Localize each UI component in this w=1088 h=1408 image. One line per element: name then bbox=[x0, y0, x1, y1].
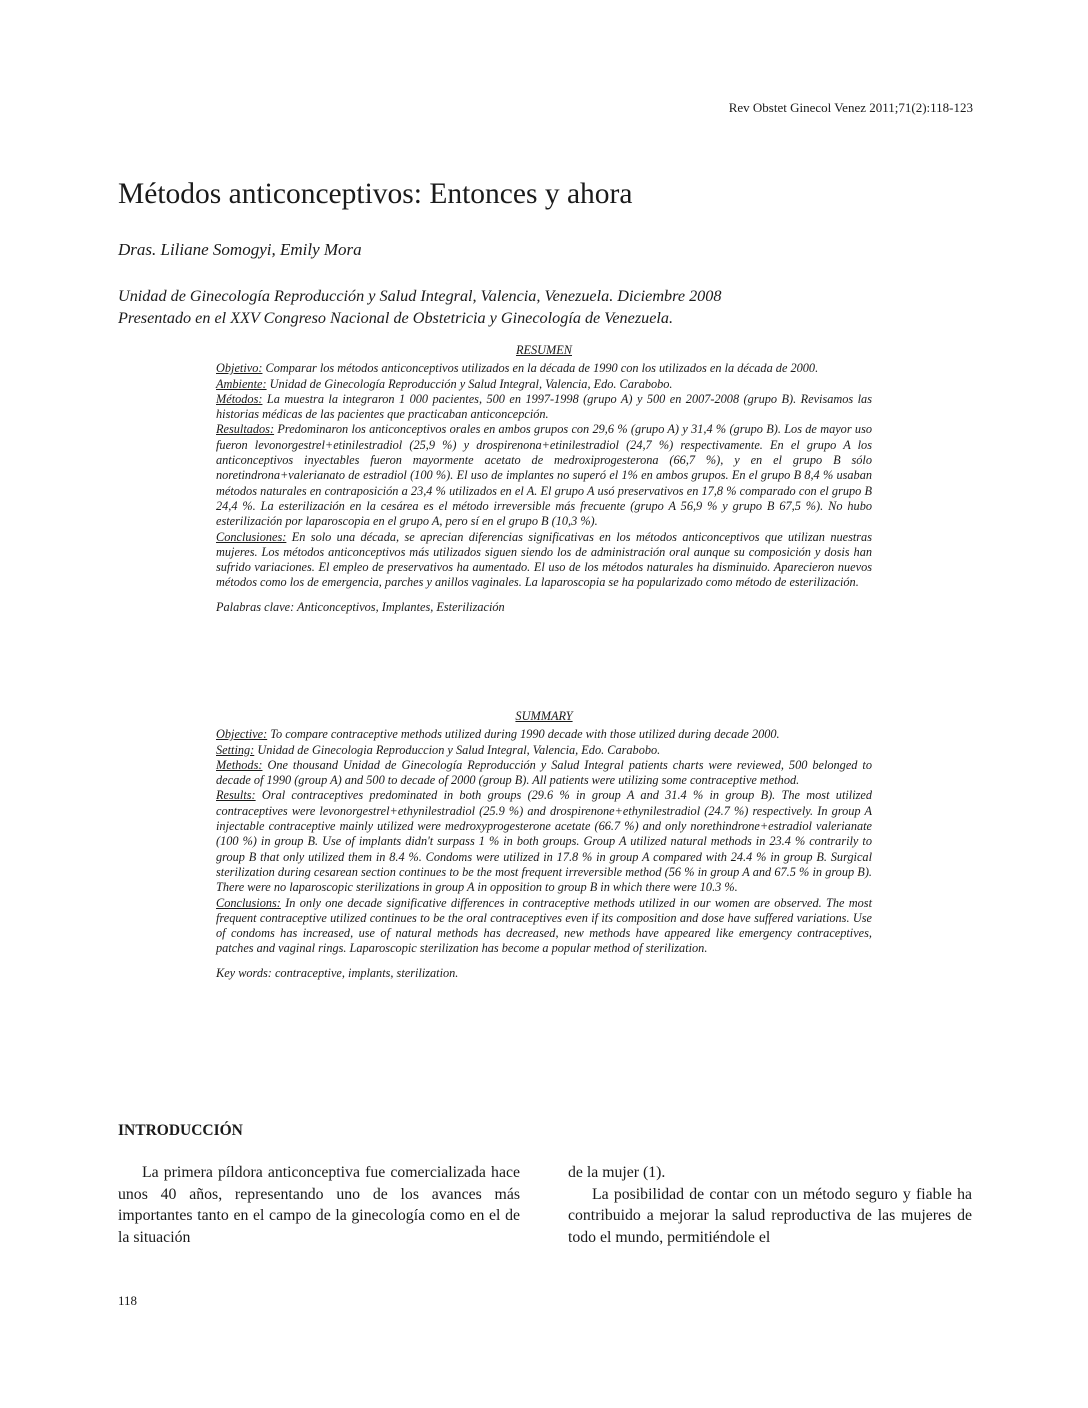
section-text: Unidad de Ginecologia Reproduccion y Salud Integral, Valencia, Edo. Carabobo. bbox=[254, 742, 661, 757]
summary-results bbox=[216, 788, 872, 895]
resumen-metodos bbox=[216, 392, 872, 423]
section-label: Ambiente: bbox=[216, 376, 267, 391]
section-text: Comparar los métodos anticonceptivos utilizados en la década de 1990 con los utilizados en la década de 2000. bbox=[262, 361, 819, 376]
affiliation-line: Unidad de Ginecología Reproducción y Salud Integral, Valencia, Venezuela. Diciembre 2008 bbox=[118, 287, 722, 305]
section-label: Objective: bbox=[216, 727, 268, 742]
authors: Dras. Liliane Somogyi, Emily Mora bbox=[118, 240, 362, 259]
resumen-objetivo bbox=[216, 361, 872, 376]
body-paragraph-continuation: de la mujer (1). bbox=[568, 1164, 666, 1181]
resumen-abstract bbox=[216, 343, 872, 615]
summary-objective bbox=[216, 727, 872, 742]
section-label: Setting: bbox=[216, 742, 255, 757]
summary-conclusions bbox=[216, 896, 872, 957]
section-text: Unidad de Ginecología Reproducción y Salud Integral, Valencia, Edo. Carabobo. bbox=[266, 376, 673, 391]
section-text: En solo una década, se aprecian diferencias significativas en los métodos anticonceptivos que utilizan nuestras mujeres. Los métodos anticonceptivos más utilizados siguen siendo los de administración oral aunque su composición y dosis han sufrido variaciones. El empleo de preservativos ha aumentado. El uso de los métodos naturales ha disminuido. Aparecieron nuevos métodos como los de emergencia, parches y anillos vaginales. La laparoscopia se ha popularizado como método de esterilización. bbox=[216, 529, 872, 590]
affiliation-line: Presentado en el XXV Congreso Nacional de Obstetricia y Ginecología de Venezuela. bbox=[118, 309, 674, 327]
resumen-heading: RESUMEN bbox=[515, 343, 572, 357]
resumen-keywords: Palabras clave: Anticonceptivos, Implantes, Esterilización bbox=[216, 599, 505, 614]
section-label: Methods: bbox=[216, 757, 263, 772]
page-number: 118 bbox=[118, 1293, 138, 1308]
section-text: To compare contraceptive methods utilized during 1990 decade with those utilized during decade 2000. bbox=[267, 727, 780, 742]
body-column-right bbox=[568, 1162, 972, 1248]
section-text: One thousand Unidad de Ginecología Reproducción y Salud Integral patients charts were reviewed, 500 belonged to decade of 1990 (group A) and 500 to decade of 2000 (group B). All patients were utilizing some contraceptive method. bbox=[216, 757, 872, 788]
section-label: Métodos: bbox=[216, 391, 263, 406]
section-text: La muestra la integraron 1 000 pacientes, 500 en 1997-1998 (grupo A) y 500 en 2007-2008 (grupo B). Revisamos las historias médicas de las pacientes que practicaban anticoncepción. bbox=[216, 391, 872, 422]
section-label: Results: bbox=[216, 788, 256, 803]
body-column-left bbox=[118, 1162, 520, 1248]
intro-heading: INTRODUCCIÓN bbox=[118, 1122, 243, 1139]
section-text: Predominaron los anticonceptivos orales en ambos grupos con 29,6 % (grupo A) y 31,4 % (grupo B). Los de mayor uso fueron levonorgestrel+etinilestradiol (25,9 %) y drospirenona+etinilestradiol (24,7 %) respectivamente. En el grupo A los anticonceptivos inyectables fueron mayormente acetato de medroxiprogesterona (66,7 %), y en el grupo B sólo noretindrona+valerianato de estradiol (100 %). El uso de implantes no superó el 1% en ambos grupos. En el grupo B 8,4 % usaban métodos naturales en contraposición a 23,4 % utilizados en el A. El grupo A usó preservativos en 17,8 % comparado con el grupo B 24,4 %. La esterilización en la cesárea es el método irreversible más frecuente (grupo A 56,9 % y grupo B 67,5 %). No hubo esterilización por laparoscopia en el grupo A, pero sí en el grupo B (10,3 %). bbox=[216, 422, 872, 529]
resumen-resultados bbox=[216, 422, 872, 529]
summary-setting bbox=[216, 743, 872, 758]
section-label: Conclusiones: bbox=[216, 529, 287, 544]
body-paragraph: La primera píldora anticonceptiva fue comercializada hace unos 40 años, representando uno de los avances más importantes tanto en el campo de la ginecología como en el de la situación bbox=[118, 1164, 520, 1246]
resumen-conclusiones bbox=[216, 530, 872, 591]
section-label: Resultados: bbox=[216, 422, 275, 437]
page-title: Métodos anticonceptivos: Entonces y ahora bbox=[118, 178, 633, 210]
section-text: Oral contraceptives predominated in both groups (29.6 % in group A and 31.4 % in group B). The most utilized contraceptives were levonorgestrel+ethynilestradiol (25.9 %) and drospirenone+ethynilestradiol (24.7 %) respectively. In group A injectable contraceptive mainly utilized were medroxyprogesterone acetate (66.7 %) and only norethindrone+estradiol valerianate (100 %) in group B. Use of implants didn't surpass 1 % in both groups. Group A utilized natural methods in 23.4 % contrarily to group B that only utilized them in 8.4 %. Condoms were utilized in 17.8 % in group A compared with 24.4 % in group B. Surgical sterilization during cesarean section continues to be the most frequent irreversible method (56 % in group A and 67.5 % in group B). There were no laparoscopic sterilizations in group A in opposition to group B in which there were 10.3 %. bbox=[216, 788, 872, 895]
summary-keywords: Key words: contraceptive, implants, sterilization. bbox=[216, 965, 459, 980]
affiliation bbox=[118, 285, 988, 329]
summary-abstract bbox=[216, 709, 872, 981]
section-text: In only one decade significative differences in contraceptive methods utilized in our women are observed. The most frequent contraceptive utilized continues to be the oral contraceptives even if its composition and dose have suffered variations. Use of condoms has increased, use of natural methods has decreased, new methods have appeared like emergency contraceptives, patches and vaginal rings. Laparoscopic sterilization has become a popular method of sterilization. bbox=[216, 895, 872, 956]
summary-heading: SUMMARY bbox=[515, 709, 573, 723]
resumen-ambiente bbox=[216, 377, 872, 392]
summary-methods bbox=[216, 758, 872, 789]
section-label: Objetivo: bbox=[216, 361, 263, 376]
journal-reference: Rev Obstet Ginecol Venez 2011;71(2):118-123 bbox=[728, 100, 973, 115]
section-label: Conclusions: bbox=[216, 895, 281, 910]
body-paragraph: La posibilidad de contar con un método seguro y fiable ha contribuido a mejorar la salud reproductiva de las mujeres de todo el mundo, permitiéndole el bbox=[568, 1185, 972, 1246]
